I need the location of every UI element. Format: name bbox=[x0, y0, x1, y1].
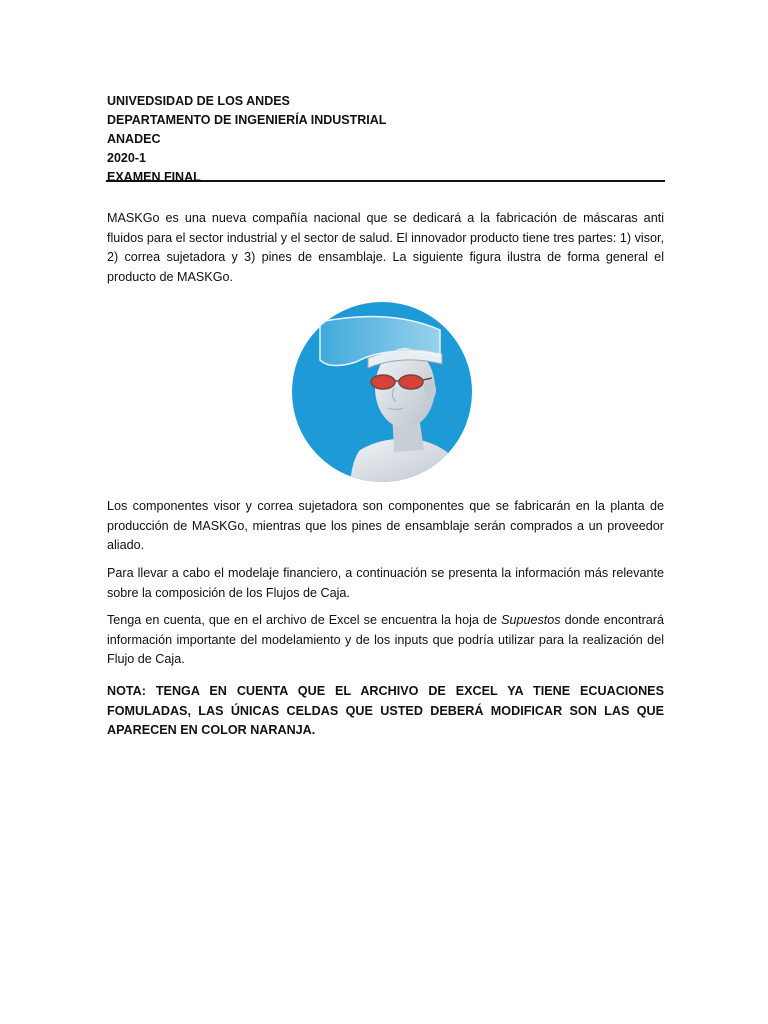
modeling-paragraph: Para llevar a cabo el modelaje financiero, a continuación se presenta la información más relevante sobre la composición de los Flujos de Caja. bbox=[107, 566, 664, 600]
exam-title: EXAMEN FINAL bbox=[107, 170, 201, 184]
department-name: DEPARTAMENTO DE INGENIERÍA INDUSTRIAL bbox=[107, 113, 387, 127]
document-header bbox=[107, 92, 664, 187]
term: 2020-1 bbox=[107, 151, 146, 165]
product-figure bbox=[290, 300, 474, 484]
components-paragraph: Los componentes visor y correa sujetadora son componentes que se fabricarán en la planta de producción de MASKGo, mientras que los pines de ensamblaje serán comprados a un proveedor aliado. bbox=[107, 499, 664, 552]
note-paragraph: NOTA: TENGA EN CUENTA QUE EL ARCHIVO DE EXCEL YA TIENE ECUACIONES FOMULADAS, LAS ÚNICAS CELDAS QUE USTED DEBERÁ MODIFICAR SON LAS QUE APARECEN EN COLOR NARANJA. bbox=[107, 684, 664, 737]
supuestos-sheet-name: Supuestos bbox=[501, 613, 561, 627]
excel-paragraph bbox=[107, 611, 664, 670]
header-divider bbox=[106, 180, 665, 182]
intro-paragraph: MASKGo es una nueva compañía nacional que se dedicará a la fabricación de máscaras anti fluidos para el sector industrial y el sector de salud. El innovador producto tiene tres partes: 1) visor, 2) correa sujetadora y 3) pines de ensamblaje. La siguiente figura ilustra de forma general el producto de MASKGo. bbox=[107, 211, 664, 284]
excel-text-before: Tenga en cuenta, que en el archivo de Excel se encuentra la hoja de bbox=[107, 613, 502, 627]
course-name: ANADEC bbox=[107, 132, 161, 146]
university-name: UNIVEDSIDAD DE LOS ANDES bbox=[107, 94, 290, 108]
face-shield-product-illustration bbox=[290, 300, 474, 484]
excel-text-after: donde encontrará información importante del modelamiento y de los inputs que podría utilizar para la realización del Flujo de Caja. bbox=[107, 613, 664, 666]
